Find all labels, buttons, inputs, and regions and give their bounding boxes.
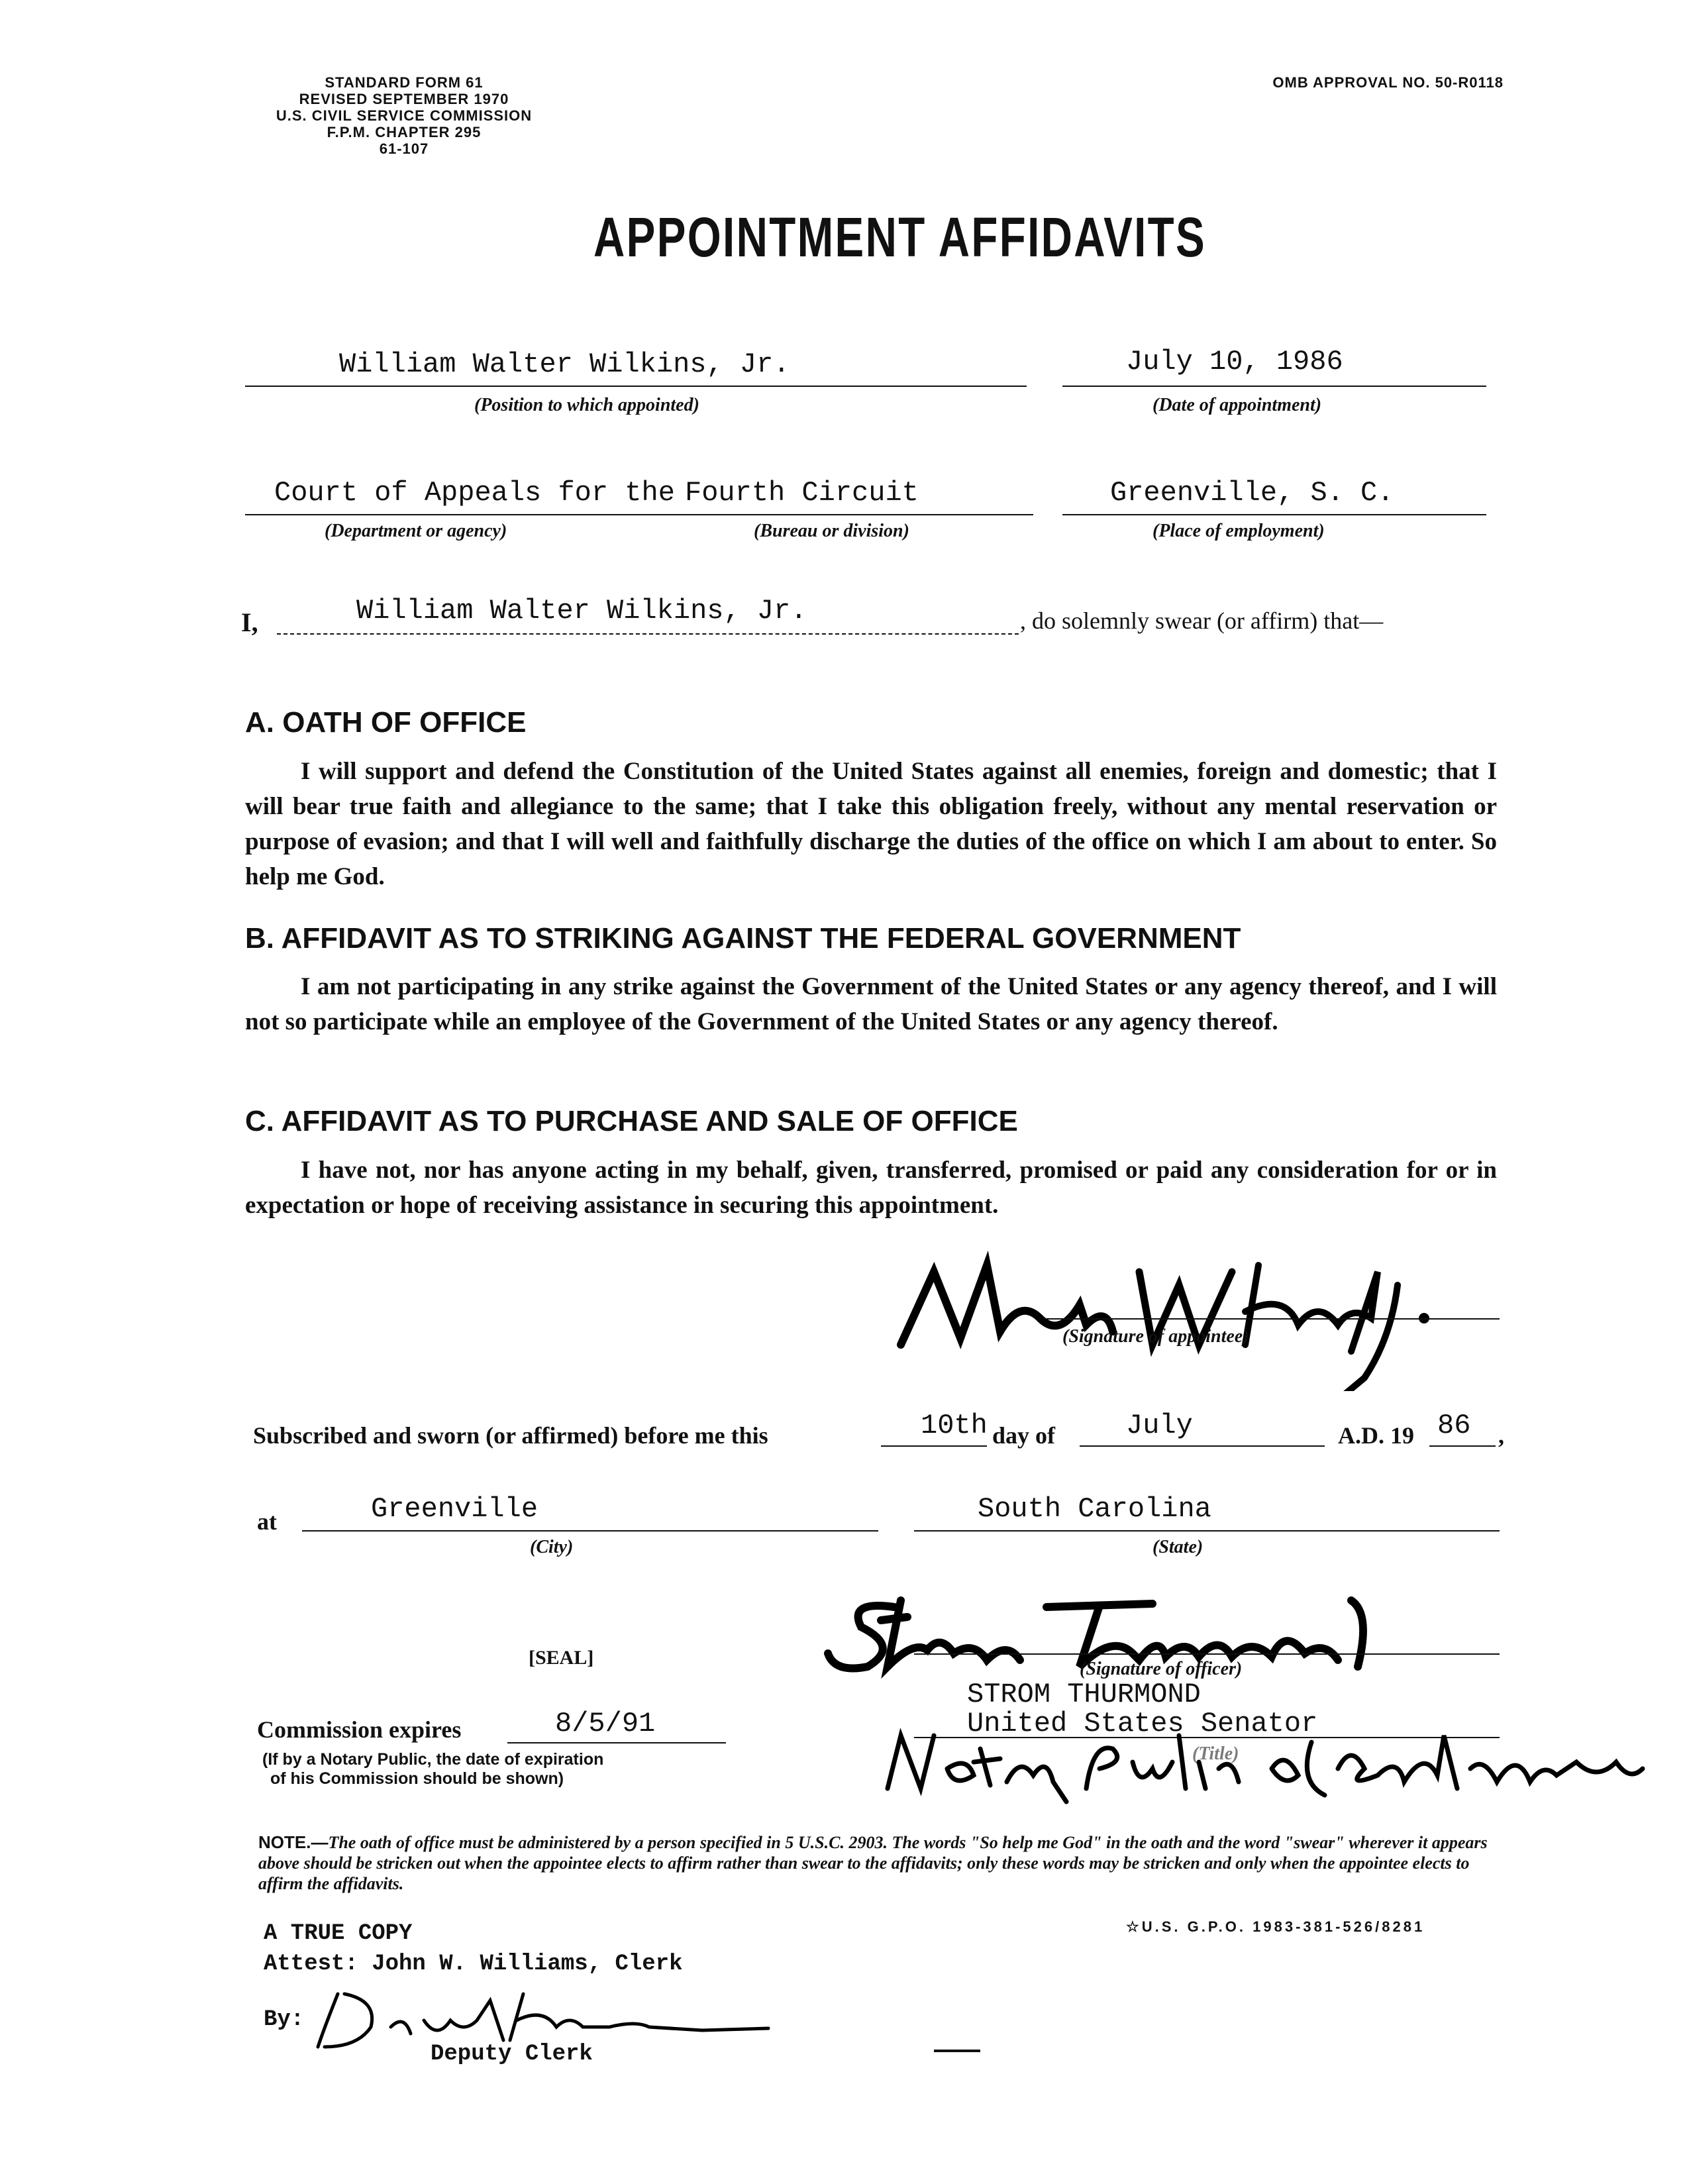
- officer-title-caption: (Title): [1192, 1743, 1239, 1764]
- attest-line: Attest: John W. Williams, Clerk: [264, 1951, 683, 1977]
- deputy-clerk-label: Deputy Clerk: [431, 2042, 593, 2067]
- gpo-imprint: ☆U.S. G.P.O. 1983-381-526/8281: [1126, 1918, 1425, 1935]
- ad-text: A.D. 19: [1338, 1422, 1414, 1449]
- officer-title: United States Senator: [967, 1708, 1318, 1740]
- commission-label: Commission expires: [257, 1716, 462, 1743]
- place-underline: [1062, 514, 1486, 515]
- section-a-heading: A. OATH OF OFFICE: [245, 706, 527, 739]
- city-value[interactable]: Greenville: [371, 1493, 538, 1525]
- affiant-underline: [277, 633, 1019, 635]
- day-underline: [881, 1445, 987, 1447]
- state-underline: [914, 1530, 1500, 1532]
- true-copy-label: A TRUE COPY: [264, 1921, 413, 1946]
- day-value[interactable]: 10th: [921, 1410, 988, 1441]
- seal-label: [SEAL]: [529, 1647, 594, 1669]
- form-line: U.S. CIVIL SERVICE COMMISSION: [276, 107, 533, 124]
- form-line: STANDARD FORM 61: [325, 74, 484, 91]
- note-label: NOTE.—: [258, 1832, 329, 1852]
- note-text: The oath of office must be administered by a person specified in 5 U.S.C. 2903. The words "So help me God" in the oath and the word "swear" wherever it appears above should be stricken out when the appointee elects to affirm rather than swear to the affidavits; only these words may be stricken and only when the appointee elects to affirm the affidavits.: [258, 1833, 1488, 1893]
- year-value[interactable]: 86: [1437, 1410, 1471, 1441]
- place-caption: (Place of employment): [1152, 521, 1325, 541]
- position-value[interactable]: William Walter Wilkins, Jr.: [339, 348, 790, 380]
- date-caption: (Date of appointment): [1152, 395, 1322, 415]
- appointee-signature-line: [1047, 1318, 1500, 1320]
- bureau-caption: (Bureau or division): [754, 521, 909, 541]
- year-comma: ,: [1498, 1422, 1504, 1449]
- city-underline: [302, 1530, 878, 1532]
- position-caption: (Position to which appointed): [474, 395, 699, 415]
- form-line: REVISED SEPTEMBER 1970: [299, 91, 509, 107]
- note-block: [258, 1832, 1510, 1894]
- bureau-value[interactable]: Fourth Circuit: [685, 477, 919, 509]
- commission-underline: [507, 1742, 726, 1743]
- department-underline: [245, 514, 1033, 515]
- i-label: I,: [241, 607, 258, 637]
- year-underline: [1429, 1445, 1496, 1447]
- handwritten-notary-title: [874, 1722, 1649, 1808]
- month-underline: [1080, 1445, 1325, 1447]
- subscribed-text: Subscribed and sworn (or affirmed) before me this: [253, 1422, 768, 1449]
- officer-signature-line: [914, 1653, 1500, 1655]
- date-underline: [1062, 386, 1486, 387]
- month-value[interactable]: July: [1126, 1410, 1193, 1441]
- section-b-text: I am not participating in any strike against the Government of the United States or any agency thereof, and I will not so participate while an employee of the Government of the United States or any agency thereof.: [245, 973, 1497, 1035]
- officer-signature-caption: (Signature of officer): [1080, 1659, 1243, 1679]
- commission-note-line: (If by a Notary Public, the date of expiration: [262, 1750, 604, 1769]
- state-value[interactable]: South Carolina: [978, 1493, 1211, 1525]
- day-of-text: day of: [992, 1422, 1056, 1449]
- form-line: 61-107: [379, 140, 429, 157]
- omb-approval: OMB APPROVAL NO. 50-R0118: [1272, 74, 1504, 91]
- section-a-text: I will support and defend the Constitution of the United States against all enemies, foreign and domestic; that I will bear true faith and allegiance to the same; that I take this obligation freely, without any mental reservation or purpose of evasion; and that I will well and faithfully discharge the duties of the office on which I am about to enter. So help me God.: [245, 758, 1497, 890]
- swear-text: , do solemnly swear (or affirm) that—: [1020, 607, 1384, 634]
- section-c-text: I have not, nor has anyone acting in my behalf, given, transferred, promised or paid any consideration for or in expectation or hope of receiving assistance in securing this appointment.: [245, 1157, 1497, 1219]
- appointee-signature-caption: (Signature of appointee): [1062, 1326, 1249, 1347]
- affiant-value[interactable]: William Walter Wilkins, Jr.: [356, 595, 807, 627]
- commission-note-line: of his Commission should be shown): [270, 1769, 564, 1788]
- dash-mark: [934, 2050, 980, 2052]
- page-title: APPOINTMENT AFFIDAVITS: [593, 206, 1207, 268]
- department-value[interactable]: Court of Appeals for the: [274, 477, 675, 509]
- place-value[interactable]: Greenville, S. C.: [1110, 477, 1394, 509]
- date-value[interactable]: July 10, 1986: [1126, 346, 1343, 378]
- department-caption: (Department or agency): [325, 521, 507, 541]
- state-caption: (State): [1152, 1537, 1203, 1557]
- by-label: By:: [264, 2007, 305, 2032]
- section-b-heading: B. AFFIDAVIT AS TO STRIKING AGAINST THE FEDERAL GOVERNMENT: [245, 922, 1241, 955]
- form-line: F.P.M. CHAPTER 295: [327, 124, 482, 140]
- form-identifier: [238, 74, 570, 157]
- position-underline: [245, 386, 1027, 387]
- city-caption: (City): [530, 1537, 574, 1557]
- at-label: at: [257, 1508, 277, 1535]
- officer-name: STROM THURMOND: [967, 1679, 1201, 1710]
- section-c-heading: C. AFFIDAVIT AS TO PURCHASE AND SALE OF OFFICE: [245, 1105, 1018, 1137]
- commission-value[interactable]: 8/5/91: [555, 1708, 656, 1740]
- commission-note: [262, 1750, 603, 1789]
